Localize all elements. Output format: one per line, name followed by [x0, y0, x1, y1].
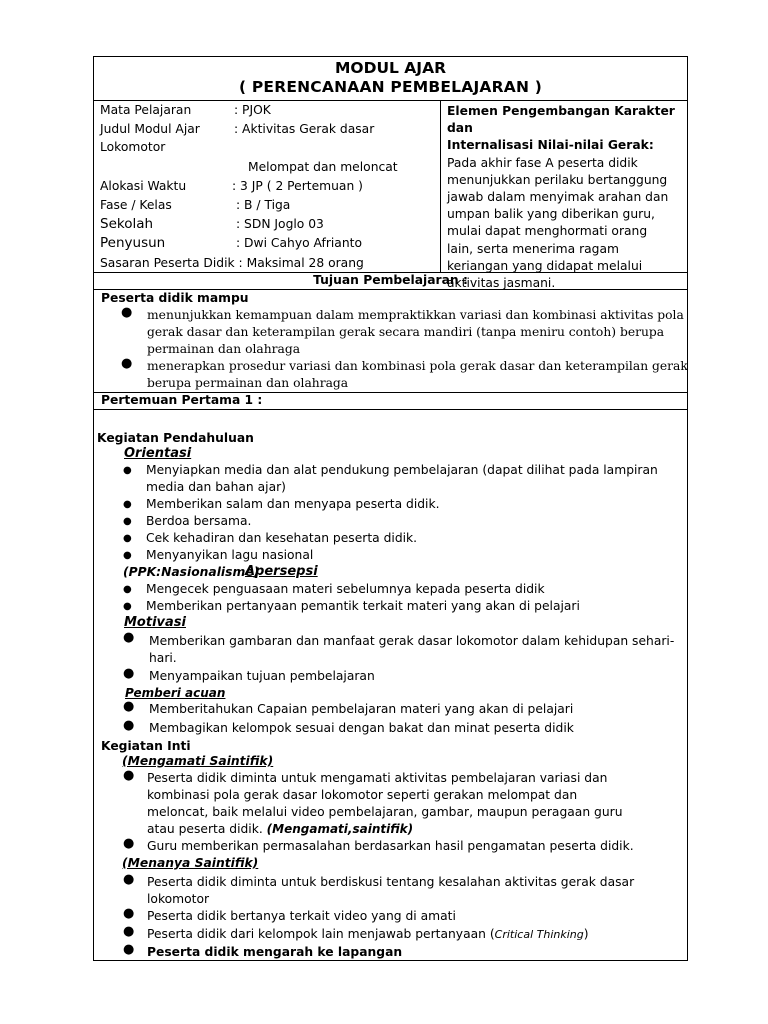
judul-label: Judul Modul Ajar	[100, 122, 200, 136]
mengamati-tag: (Mengamati,saintifik)	[266, 822, 414, 836]
mapel-label: Mata Pelajaran	[100, 103, 192, 117]
motivasi-item-1a: Memberikan gambaran dan manfaat gerak dasar lokomotor dalam kehidupan sehari-	[149, 634, 675, 648]
column-divider	[440, 100, 441, 272]
sasaran-row: Sasaran Peserta Didik : Maksimal 28 orang	[100, 256, 364, 270]
menanya-item-4: Peserta didik mengarah ke lapangan	[147, 945, 403, 959]
karakter-line: mulai dapat menghormati orang	[447, 224, 648, 239]
orientasi-item-2: Memberikan salam dan menyapa peserta didik.	[146, 497, 440, 511]
acuan-item-2: Membagikan kelompok sesuai dengan bakat dan minat peserta didik	[149, 721, 574, 735]
bullet-icon: ●	[123, 516, 132, 527]
ppk-label: (PPK:Nasionalisme)	[123, 565, 260, 579]
tujuan-item-1c: permainan dan olahraga	[147, 342, 301, 356]
document-subtitle: ( PERENCANAAN PEMBELAJARAN )	[238, 78, 543, 96]
bullet-icon: ●	[123, 768, 135, 783]
bullet-icon: ●	[123, 499, 132, 510]
inti-heading: Kegiatan Inti	[101, 739, 191, 753]
mengamati-heading: (Mengamati Saintifik)	[122, 754, 274, 768]
motivasi-item-2: Menyampaikan tujuan pembelajaran	[149, 669, 375, 683]
orientasi-item-5: Menyanyikan lagu nasional	[146, 548, 314, 562]
divider	[94, 409, 687, 410]
judul-cont: Lokomotor	[100, 140, 166, 154]
mengamati-item-2: Guru memberikan permasalahan berdasarkan hasil pengamatan peserta didik.	[147, 839, 634, 853]
document-header	[94, 57, 687, 100]
fase-label: Fase / Kelas	[100, 198, 172, 212]
pertemuan-bar: Pertemuan Pertama 1 :	[101, 393, 263, 407]
karakter-line: umpan balik yang diberikan guru,	[447, 207, 655, 222]
acuan-heading: Pemberi acuan	[125, 686, 226, 700]
menanya-item-1a: Peserta didik diminta untuk berdiskusi tentang kesalahan aktivitas gerak dasar	[147, 875, 635, 889]
bullet-icon: ●	[123, 465, 132, 476]
menanya-item-3-text: Peserta didik dari kelompok lain menjawab pertanyaan (	[147, 927, 495, 941]
tujuan-item-2b: berupa permainan dan olahraga	[147, 376, 349, 390]
karakter-line: jawab dalam menyimak arahan dan	[447, 190, 669, 205]
menanya-heading: (Menanya Saintifik)	[122, 856, 259, 870]
tujuan-item-2a: menerapkan prosedur variasi dan kombinasi pola gerak dasar dan keterampilan gerak	[147, 359, 688, 373]
tujuan-bar: Tujuan Pembelajaran :	[313, 273, 468, 287]
divider	[94, 289, 687, 290]
penyusun-label: Penyusun	[100, 235, 166, 251]
motivasi-item-1b: hari.	[149, 651, 177, 665]
tujuan-intro: Peserta didik mampu	[101, 291, 249, 305]
sekolah-label: Sekolah	[100, 216, 154, 232]
bullet-icon: ●	[123, 872, 135, 887]
fase-value: : B / Tiga	[236, 198, 291, 212]
motivasi-heading: Motivasi	[124, 615, 186, 630]
bullet-icon: ●	[123, 718, 135, 733]
bullet-icon: ●	[123, 942, 135, 957]
bullet-icon: ●	[121, 305, 133, 320]
lesson-plan-document	[93, 56, 688, 961]
orientasi-item-4: Cek kehadiran dan kesehatan peserta didik.	[146, 531, 418, 545]
mengamati-item-1d	[147, 822, 413, 836]
penyusun-value: : Dwi Cahyo Afrianto	[236, 236, 362, 250]
bullet-icon: ●	[123, 584, 132, 595]
apersepsi-item-1: Mengecek penguasaan materi sebelumnya kepada peserta didik	[146, 582, 545, 596]
karakter-line: aktivitas jasmani.	[447, 276, 556, 291]
bullet-icon: ●	[123, 550, 132, 561]
tujuan-item-1b: gerak dasar dan keterampilan gerak secara mandiri (tanpa meniru contoh) berupa	[147, 325, 665, 339]
alokasi-label: Alokasi Waktu	[100, 179, 187, 193]
bullet-icon: ●	[123, 699, 135, 714]
bullet-icon: ●	[123, 533, 132, 544]
bullet-icon: ●	[123, 906, 135, 921]
karakter-line: menunjukkan perilaku bertanggung	[447, 172, 668, 187]
mengamati-item-1d-text: atau peserta didik.	[147, 822, 263, 836]
apersepsi-heading: Apersepsi	[245, 564, 318, 579]
pendahuluan-heading: Kegiatan Pendahuluan	[97, 431, 254, 445]
menanya-item-3-end: )	[583, 927, 589, 941]
bullet-icon: ●	[123, 601, 132, 612]
menanya-item-3	[147, 927, 589, 941]
orientasi-item-3: Berdoa bersama.	[146, 514, 252, 528]
bullet-icon: ●	[123, 924, 135, 939]
tujuan-item-1a: menunjukkan kemampuan dalam mempraktikkan variasi dan kombinasi aktivitas pola	[147, 308, 684, 322]
judul-cont2: Melompat dan meloncat	[248, 160, 398, 174]
mengamati-item-1a: Peserta didik diminta untuk mengamati aktivitas pembelajaran variasi dan	[147, 771, 608, 785]
apersepsi-item-2: Memberikan pertanyaan pemantik terkait materi yang akan di pelajari	[146, 599, 580, 613]
document-title: MODUL AJAR	[334, 59, 447, 77]
orientasi-item-1b: media dan bahan ajar)	[146, 480, 286, 494]
karakter-box	[447, 103, 683, 292]
menanya-item-1b: lokomotor	[147, 892, 210, 906]
mapel-value: : PJOK	[234, 103, 271, 117]
menanya-item-2: Peserta didik bertanya terkait video yang di amati	[147, 909, 456, 923]
bullet-icon: ●	[121, 356, 133, 371]
judul-value: : Aktivitas Gerak dasar	[234, 122, 375, 136]
bullet-icon: ●	[123, 666, 135, 681]
karakter-line: Pada akhir fase A peserta didik	[447, 155, 638, 170]
karakter-line: lain, serta menerima ragam	[447, 241, 619, 256]
mengamati-item-1b: kombinasi pola gerak dasar lokomotor seperti gerakan melompat dan	[147, 788, 578, 802]
alokasi-value: : 3 JP ( 2 Pertemuan )	[232, 179, 363, 193]
sekolah-value: : SDN Joglo 03	[236, 217, 324, 231]
orientasi-heading: Orientasi	[124, 446, 192, 461]
orientasi-item-1a: Menyiapkan media dan alat pendukung pembelajaran (dapat dilihat pada lampiran	[146, 463, 658, 477]
karakter-heading-1: Elemen Pengembangan Karakter dan	[447, 104, 675, 136]
karakter-heading-2: Internalisasi Nilai-nilai Gerak:	[447, 138, 654, 153]
bullet-icon: ●	[123, 630, 135, 645]
critical-thinking: Critical Thinking	[494, 928, 584, 941]
acuan-item-1: Memberitahukan Capaian pembelajaran materi yang akan di pelajari	[149, 702, 574, 716]
karakter-line: keriangan yang didapat melalui	[447, 258, 643, 273]
mengamati-item-1c: meloncat, baik melalui video pembelajaran, gambar, maupun peragaan guru	[147, 805, 623, 819]
bullet-icon: ●	[123, 836, 135, 851]
